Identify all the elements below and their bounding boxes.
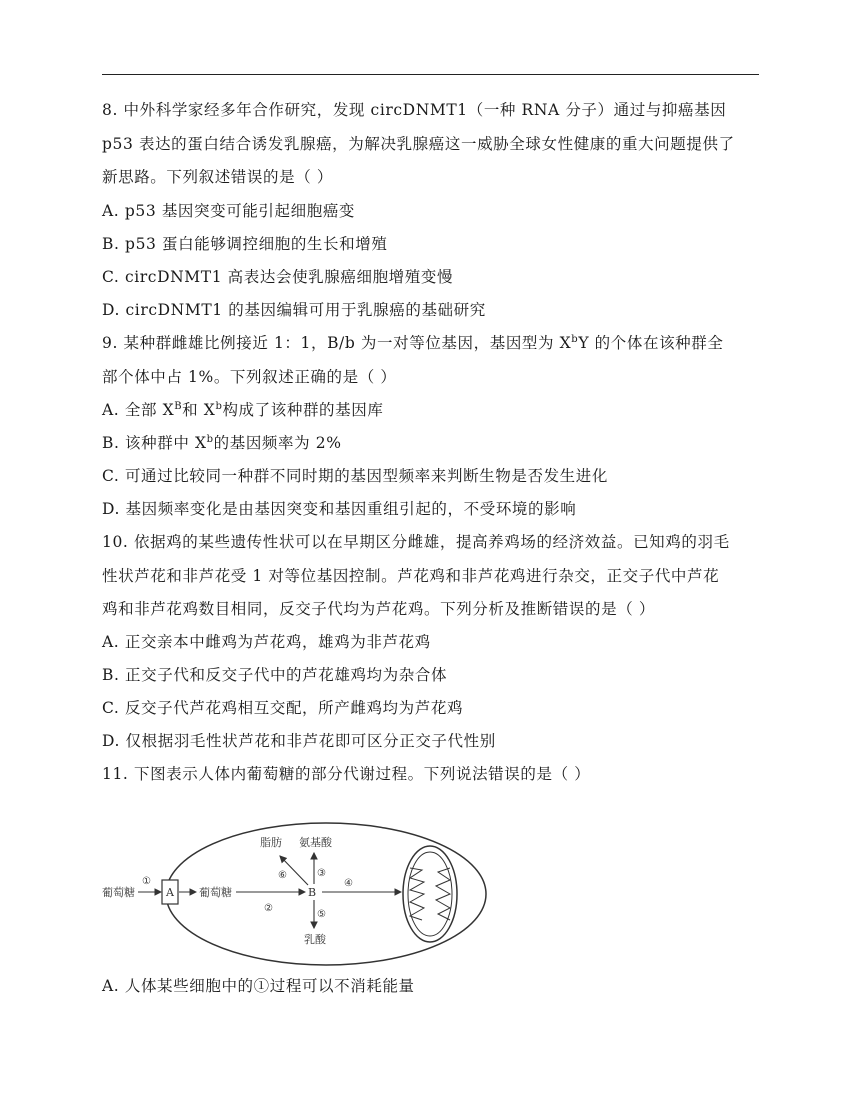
q10-option-c: C. 反交子代芦花鸡相互交配，所产雌鸡均为芦花鸡: [102, 699, 464, 717]
q8-option-a: A. p53 基因突变可能引起细胞癌变: [102, 202, 356, 220]
q9-option-b-sup: b: [206, 434, 214, 445]
q9-stem-line1-post: Y 的个体在该种群全: [578, 334, 724, 352]
step6-label: ⑥: [278, 870, 287, 881]
inside-glucose-label: 葡萄糖: [199, 886, 232, 899]
q10-stem-line1: 10. 依据鸡的某些遗传性状可以在早期区分雌雄，提高养鸡场的经济效益。已知鸡的羽毛: [102, 533, 730, 551]
mitochondrion-icon: [403, 846, 457, 942]
q9-option-b-pre: B. 该种群中 X: [102, 434, 207, 452]
q10-option-a: A. 正交亲本中雌鸡为芦花鸡，雄鸡为非芦花鸡: [102, 633, 431, 651]
q9-stem-line2: 部个体中占 1%。下列叙述正确的是（ ）: [102, 368, 397, 386]
q8-option-d: D. circDNMT1 的基因编辑可用于乳腺癌的基础研究: [102, 301, 486, 319]
step2-label: ②: [264, 903, 273, 914]
step4-label: ④: [344, 878, 353, 889]
step1-label: ①: [142, 876, 151, 887]
q9-option-b-post: 的基因频率为 2%: [213, 434, 342, 452]
q11-stem: 11. 下图表示人体内葡萄糖的部分代谢过程。下列说法错误的是（ ）: [102, 765, 591, 783]
node-b-label: B: [308, 886, 317, 899]
amino-acid-label: 氨基酸: [299, 836, 332, 849]
q9-option-c: C. 可通过比较同一种群不同时期的基因型频率来判断生物是否发生进化: [102, 467, 608, 485]
fat-label: 脂肪: [260, 836, 282, 849]
q11-option-a: A. 人体某些细胞中的①过程可以不消耗能量: [102, 977, 415, 995]
q9-option-a-post: 构成了该种群的基因库: [222, 401, 384, 419]
q9-stem-sup: b: [571, 334, 579, 345]
q9-option-a-sup2: b: [215, 401, 223, 412]
q9-stem-line1-pre: 9. 某种群雌雄比例接近 1：1，B/b 为一对等位基因，基因型为 X: [102, 334, 572, 352]
q8-option-b: B. p53 蛋白能够调控细胞的生长和增殖: [102, 235, 388, 253]
step3-label: ③: [317, 868, 326, 879]
glucose-metabolism-diagram: [102, 818, 562, 970]
q10-option-d: D. 仅根据羽毛性状芦花和非芦花即可区分正交子代性别: [102, 732, 496, 750]
q9-option-a-pre: A. 全部 X: [102, 401, 175, 419]
q9-stem-line1: [102, 333, 723, 353]
header-rule: [102, 74, 759, 75]
q8-stem-line3: 新思路。下列叙述错误的是（ ）: [102, 168, 333, 186]
q9-option-a: [102, 400, 383, 420]
q10-option-b: B. 正交子代和反交子代中的芦花雄鸡均为杂合体: [102, 666, 448, 684]
q8-option-c: C. circDNMT1 高表达会使乳腺癌细胞增殖变慢: [102, 268, 454, 286]
box-a-label: A: [166, 886, 174, 899]
lactic-acid-label: 乳酸: [304, 933, 326, 946]
q9-option-a-sup1: B: [174, 401, 183, 412]
q9-option-b: [102, 433, 342, 453]
step5-label: ⑤: [317, 909, 326, 920]
q10-stem-line3: 鸡和非芦花鸡数目相同，反交子代均为芦花鸡。下列分析及推断错误的是（ ）: [102, 600, 655, 618]
q8-stem-line1: 8. 中外科学家经多年合作研究，发现 circDNMT1（一种 RNA 分子）通过与抑癌基因: [102, 101, 727, 119]
q9-option-a-mid: 和 X: [182, 401, 216, 419]
outside-glucose-label: 葡萄糖: [102, 886, 135, 899]
q10-stem-line2: 性状芦花和非芦花受 1 对等位基因控制。芦花鸡和非芦花鸡进行杂交，正交子代中芦花: [102, 567, 720, 585]
q9-option-d: D. 基因频率变化是由基因突变和基因重组引起的，不受环境的影响: [102, 500, 577, 518]
q8-stem-line2: p53 表达的蛋白结合诱发乳腺癌，为解决乳腺癌这一威胁全球女性健康的重大问题提供了: [102, 135, 735, 153]
